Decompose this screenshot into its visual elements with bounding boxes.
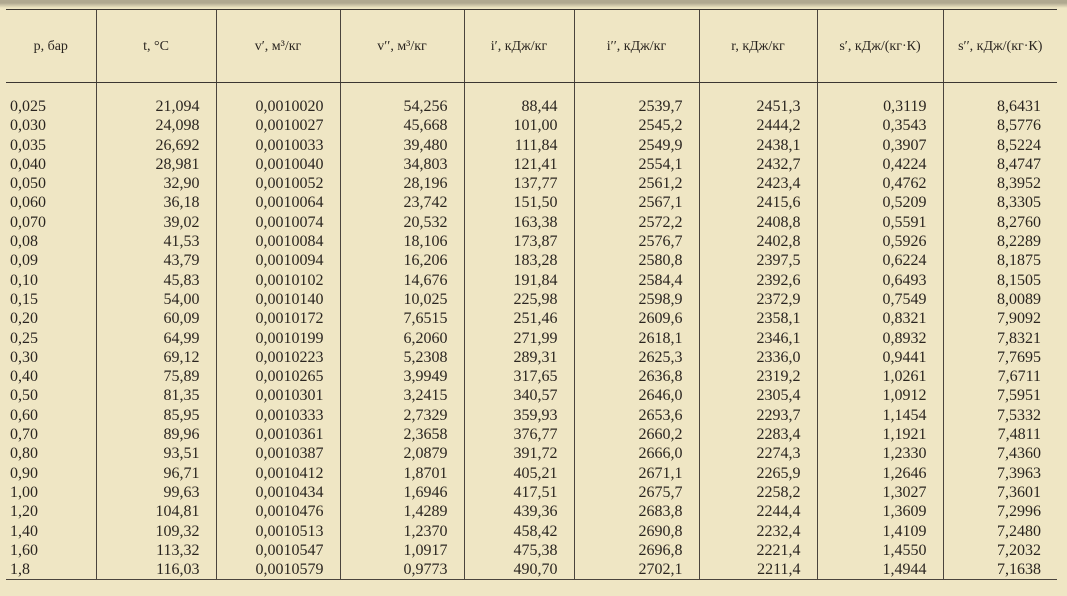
temperature-cell: 85,95 — [96, 406, 216, 425]
specific-volume-liquid-cell: 0,0010265 — [216, 367, 340, 386]
entropy-vapor-cell: 7,8321 — [943, 329, 1057, 348]
latent-heat-cell: 2265,9 — [699, 464, 817, 483]
enthalpy-liquid-cell: 289,31 — [464, 348, 574, 367]
enthalpy-liquid-cell: 163,38 — [464, 213, 574, 232]
enthalpy-liquid-cell: 121,41 — [464, 155, 574, 174]
enthalpy-vapor-cell: 2539,7 — [574, 83, 699, 117]
entropy-liquid-cell: 1,2646 — [817, 464, 943, 483]
table-row — [6, 560, 1057, 580]
entropy-liquid-cell: 1,3609 — [817, 502, 943, 521]
latent-heat-cell: 2336,0 — [699, 348, 817, 367]
temperature-cell: 69,12 — [96, 348, 216, 367]
enthalpy-liquid-cell: 340,57 — [464, 386, 574, 405]
entropy-liquid-cell: 0,8932 — [817, 329, 943, 348]
temperature-cell: 43,79 — [96, 251, 216, 270]
table-row — [6, 406, 1057, 425]
latent-heat-cell: 2232,4 — [699, 522, 817, 541]
enthalpy-liquid-cell: 439,36 — [464, 502, 574, 521]
latent-heat-cell: 2258,2 — [699, 483, 817, 502]
specific-volume-liquid-cell: 0,0010301 — [216, 386, 340, 405]
enthalpy-vapor-cell: 2625,3 — [574, 348, 699, 367]
temperature-cell: 28,981 — [96, 155, 216, 174]
specific-volume-liquid-cell: 0,0010434 — [216, 483, 340, 502]
temperature-cell: 99,63 — [96, 483, 216, 502]
pressure-cell: 0,80 — [10, 445, 38, 463]
specific-volume-vapor-cell: 54,256 — [340, 83, 464, 117]
entropy-liquid-cell: 0,3543 — [817, 116, 943, 135]
entropy-vapor-cell: 8,5776 — [943, 116, 1057, 135]
entropy-liquid-cell: 0,7549 — [817, 290, 943, 309]
enthalpy-liquid-cell: 405,21 — [464, 464, 574, 483]
latent-heat-cell: 2444,2 — [699, 116, 817, 135]
enthalpy-liquid-cell: 137,77 — [464, 174, 574, 193]
latent-heat-cell: 2432,7 — [699, 155, 817, 174]
specific-volume-liquid-cell: 0,0010361 — [216, 425, 340, 444]
enthalpy-liquid-cell: 376,77 — [464, 425, 574, 444]
entropy-liquid-cell: 1,4109 — [817, 522, 943, 541]
specific-volume-vapor-cell: 5,2308 — [340, 348, 464, 367]
enthalpy-vapor-cell: 2690,8 — [574, 522, 699, 541]
entropy-vapor-cell: 7,2032 — [943, 541, 1057, 560]
entropy-vapor-cell: 7,9092 — [943, 309, 1057, 328]
header-row — [6, 10, 1057, 83]
specific-volume-liquid-cell: 0,0010476 — [216, 502, 340, 521]
pressure-cell: 1,40 — [10, 522, 38, 540]
table-row — [6, 541, 1057, 560]
specific-volume-liquid-cell: 0,0010084 — [216, 232, 340, 251]
specific-volume-liquid-cell: 0,0010040 — [216, 155, 340, 174]
specific-volume-vapor-cell: 1,0917 — [340, 541, 464, 560]
pressure-cell: 0,040 — [10, 155, 46, 173]
pressure-cell: 0,25 — [10, 329, 38, 347]
entropy-liquid-cell: 1,3027 — [817, 483, 943, 502]
specific-volume-vapor-cell: 34,803 — [340, 155, 464, 174]
enthalpy-vapor-cell: 2696,8 — [574, 541, 699, 560]
entropy-liquid-cell: 0,5209 — [817, 193, 943, 212]
temperature-cell: 116,03 — [96, 560, 216, 580]
temperature-cell: 41,53 — [96, 232, 216, 251]
enthalpy-vapor-cell: 2653,6 — [574, 406, 699, 425]
pressure-cell: 0,50 — [10, 387, 38, 405]
specific-volume-liquid-cell: 0,0010020 — [216, 83, 340, 117]
specific-volume-vapor-cell: 1,6946 — [340, 483, 464, 502]
pressure-cell: 0,60 — [10, 406, 38, 424]
enthalpy-liquid-cell: 173,87 — [464, 232, 574, 251]
specific-volume-vapor-cell: 28,196 — [340, 174, 464, 193]
latent-heat-cell: 2293,7 — [699, 406, 817, 425]
enthalpy-liquid-cell: 359,93 — [464, 406, 574, 425]
entropy-liquid-cell: 1,4944 — [817, 560, 943, 580]
table-row — [6, 271, 1057, 290]
temperature-cell: 109,32 — [96, 522, 216, 541]
enthalpy-vapor-cell: 2584,4 — [574, 271, 699, 290]
latent-heat-cell: 2372,9 — [699, 290, 817, 309]
enthalpy-liquid-cell: 111,84 — [464, 136, 574, 155]
enthalpy-vapor-cell: 2545,2 — [574, 116, 699, 135]
latent-heat-cell: 2305,4 — [699, 386, 817, 405]
specific-volume-vapor-cell: 16,206 — [340, 251, 464, 270]
specific-volume-vapor-cell: 10,025 — [340, 290, 464, 309]
enthalpy-liquid-cell: 417,51 — [464, 483, 574, 502]
enthalpy-vapor-cell: 2675,7 — [574, 483, 699, 502]
specific-volume-vapor-cell: 20,532 — [340, 213, 464, 232]
latent-heat-cell: 2402,8 — [699, 232, 817, 251]
enthalpy-vapor-cell: 2572,2 — [574, 213, 699, 232]
pressure-cell: 0,10 — [10, 271, 38, 289]
entropy-liquid-cell: 1,0261 — [817, 367, 943, 386]
entropy-vapor-cell: 7,5951 — [943, 386, 1057, 405]
table-row — [6, 386, 1057, 405]
entropy-liquid-cell: 1,4550 — [817, 541, 943, 560]
table-row — [6, 251, 1057, 270]
entropy-vapor-cell: 8,5224 — [943, 136, 1057, 155]
latent-heat-cell: 2392,6 — [699, 271, 817, 290]
pressure-cell: 0,40 — [10, 368, 38, 386]
enthalpy-liquid-cell: 458,42 — [464, 522, 574, 541]
entropy-vapor-cell: 7,2996 — [943, 502, 1057, 521]
latent-heat-cell: 2274,3 — [699, 444, 817, 463]
entropy-vapor-cell: 7,4811 — [943, 425, 1057, 444]
enthalpy-vapor-cell: 2618,1 — [574, 329, 699, 348]
specific-volume-vapor-cell: 3,9949 — [340, 367, 464, 386]
enthalpy-vapor-cell: 2576,7 — [574, 232, 699, 251]
entropy-vapor-cell: 8,2289 — [943, 232, 1057, 251]
pressure-cell: 0,035 — [10, 136, 46, 154]
entropy-vapor-cell: 7,4360 — [943, 444, 1057, 463]
table-row — [6, 425, 1057, 444]
specific-volume-vapor-cell: 1,4289 — [340, 502, 464, 521]
column-header-t: t, °C — [96, 10, 216, 83]
temperature-cell: 93,51 — [96, 444, 216, 463]
entropy-vapor-cell: 8,0089 — [943, 290, 1057, 309]
pressure-cell: 0,025 — [10, 98, 46, 115]
entropy-liquid-cell: 1,1921 — [817, 425, 943, 444]
temperature-cell: 54,00 — [96, 290, 216, 309]
column-header-p: p, бар — [6, 10, 96, 83]
specific-volume-liquid-cell: 0,0010579 — [216, 560, 340, 580]
temperature-cell: 104,81 — [96, 502, 216, 521]
temperature-cell: 21,094 — [96, 83, 216, 117]
table-row — [6, 464, 1057, 483]
column-header-v1: v′, м³/кг — [216, 10, 340, 83]
temperature-cell: 24,098 — [96, 116, 216, 135]
entropy-vapor-cell: 8,1505 — [943, 271, 1057, 290]
table-row — [6, 329, 1057, 348]
latent-heat-cell: 2397,5 — [699, 251, 817, 270]
specific-volume-liquid-cell: 0,0010172 — [216, 309, 340, 328]
entropy-liquid-cell: 0,3119 — [817, 83, 943, 117]
specific-volume-liquid-cell: 0,0010547 — [216, 541, 340, 560]
pressure-cell: 0,070 — [10, 213, 46, 231]
specific-volume-liquid-cell: 0,0010102 — [216, 271, 340, 290]
specific-volume-vapor-cell: 6,2060 — [340, 329, 464, 348]
enthalpy-liquid-cell: 191,84 — [464, 271, 574, 290]
specific-volume-vapor-cell: 45,668 — [340, 116, 464, 135]
enthalpy-vapor-cell: 2609,6 — [574, 309, 699, 328]
table-row — [6, 444, 1057, 463]
entropy-vapor-cell: 7,3601 — [943, 483, 1057, 502]
enthalpy-vapor-cell: 2580,8 — [574, 251, 699, 270]
specific-volume-vapor-cell: 2,0879 — [340, 444, 464, 463]
pressure-cell: 0,09 — [10, 252, 38, 270]
entropy-liquid-cell: 0,9441 — [817, 348, 943, 367]
specific-volume-vapor-cell: 1,8701 — [340, 464, 464, 483]
entropy-liquid-cell: 0,3907 — [817, 136, 943, 155]
column-header-i2: i′′, кДж/кг — [574, 10, 699, 83]
table-row — [6, 83, 1057, 117]
entropy-vapor-cell: 7,1638 — [943, 560, 1057, 580]
table-row — [6, 155, 1057, 174]
entropy-liquid-cell: 0,8321 — [817, 309, 943, 328]
pressure-cell: 0,70 — [10, 426, 38, 444]
enthalpy-vapor-cell: 2554,1 — [574, 155, 699, 174]
entropy-vapor-cell: 8,3952 — [943, 174, 1057, 193]
temperature-cell: 81,35 — [96, 386, 216, 405]
entropy-vapor-cell: 7,6711 — [943, 367, 1057, 386]
specific-volume-liquid-cell: 0,0010333 — [216, 406, 340, 425]
specific-volume-vapor-cell: 7,6515 — [340, 309, 464, 328]
specific-volume-vapor-cell: 2,7329 — [340, 406, 464, 425]
latent-heat-cell: 2438,1 — [699, 136, 817, 155]
pressure-cell: 0,050 — [10, 175, 46, 193]
latent-heat-cell: 2319,2 — [699, 367, 817, 386]
column-header-r: r, кДж/кг — [699, 10, 817, 83]
specific-volume-liquid-cell: 0,0010094 — [216, 251, 340, 270]
specific-volume-liquid-cell: 0,0010074 — [216, 213, 340, 232]
temperature-cell: 96,71 — [96, 464, 216, 483]
table-row — [6, 174, 1057, 193]
entropy-vapor-cell: 7,3963 — [943, 464, 1057, 483]
entropy-vapor-cell: 7,2480 — [943, 522, 1057, 541]
enthalpy-liquid-cell: 251,46 — [464, 309, 574, 328]
specific-volume-liquid-cell: 0,0010027 — [216, 116, 340, 135]
enthalpy-liquid-cell: 151,50 — [464, 193, 574, 212]
specific-volume-liquid-cell: 0,0010199 — [216, 329, 340, 348]
specific-volume-vapor-cell: 18,106 — [340, 232, 464, 251]
latent-heat-cell: 2423,4 — [699, 174, 817, 193]
entropy-vapor-cell: 7,5332 — [943, 406, 1057, 425]
table-row — [6, 290, 1057, 309]
specific-volume-liquid-cell: 0,0010412 — [216, 464, 340, 483]
enthalpy-vapor-cell: 2561,2 — [574, 174, 699, 193]
pressure-cell: 0,30 — [10, 348, 38, 366]
table-body — [6, 83, 1057, 580]
latent-heat-cell: 2283,4 — [699, 425, 817, 444]
enthalpy-vapor-cell: 2660,2 — [574, 425, 699, 444]
pressure-cell: 1,20 — [10, 503, 38, 521]
specific-volume-liquid-cell: 0,0010513 — [216, 522, 340, 541]
entropy-liquid-cell: 1,1454 — [817, 406, 943, 425]
pressure-cell: 0,15 — [10, 290, 38, 308]
enthalpy-vapor-cell: 2702,1 — [574, 560, 699, 580]
temperature-cell: 26,692 — [96, 136, 216, 155]
pressure-cell: 0,030 — [10, 117, 46, 135]
pressure-cell: 1,60 — [10, 541, 38, 559]
entropy-liquid-cell: 0,6224 — [817, 251, 943, 270]
cropped-caption-strip — [0, 0, 1067, 8]
enthalpy-liquid-cell: 490,70 — [464, 560, 574, 580]
entropy-liquid-cell: 0,4762 — [817, 174, 943, 193]
enthalpy-vapor-cell: 2683,8 — [574, 502, 699, 521]
entropy-vapor-cell: 8,6431 — [943, 83, 1057, 117]
temperature-cell: 89,96 — [96, 425, 216, 444]
pressure-cell: 0,20 — [10, 310, 38, 328]
latent-heat-cell: 2415,6 — [699, 193, 817, 212]
enthalpy-liquid-cell: 88,44 — [464, 83, 574, 117]
enthalpy-vapor-cell: 2567,1 — [574, 193, 699, 212]
pressure-cell: 0,060 — [10, 194, 46, 212]
latent-heat-cell: 2211,4 — [699, 560, 817, 580]
table-row — [6, 348, 1057, 367]
entropy-vapor-cell: 7,7695 — [943, 348, 1057, 367]
specific-volume-vapor-cell: 2,3658 — [340, 425, 464, 444]
temperature-cell: 60,09 — [96, 309, 216, 328]
specific-volume-liquid-cell: 0,0010052 — [216, 174, 340, 193]
enthalpy-vapor-cell: 2598,9 — [574, 290, 699, 309]
specific-volume-liquid-cell: 0,0010033 — [216, 136, 340, 155]
entropy-liquid-cell: 0,6493 — [817, 271, 943, 290]
table-row — [6, 136, 1057, 155]
enthalpy-vapor-cell: 2671,1 — [574, 464, 699, 483]
table-header — [6, 10, 1057, 83]
pressure-cell: 1,00 — [10, 483, 38, 501]
temperature-cell: 32,90 — [96, 174, 216, 193]
column-header-i1: i′, кДж/кг — [464, 10, 574, 83]
latent-heat-cell: 2451,3 — [699, 83, 817, 117]
table-row — [6, 232, 1057, 251]
enthalpy-vapor-cell: 2636,8 — [574, 367, 699, 386]
enthalpy-vapor-cell: 2666,0 — [574, 444, 699, 463]
entropy-liquid-cell: 0,5926 — [817, 232, 943, 251]
enthalpy-liquid-cell: 225,98 — [464, 290, 574, 309]
latent-heat-cell: 2358,1 — [699, 309, 817, 328]
entropy-vapor-cell: 8,4747 — [943, 155, 1057, 174]
specific-volume-vapor-cell: 23,742 — [340, 193, 464, 212]
latent-heat-cell: 2408,8 — [699, 213, 817, 232]
table-row — [6, 309, 1057, 328]
entropy-vapor-cell: 8,2760 — [943, 213, 1057, 232]
table-row — [6, 502, 1057, 521]
enthalpy-liquid-cell: 101,00 — [464, 116, 574, 135]
specific-volume-liquid-cell: 0,0010140 — [216, 290, 340, 309]
entropy-liquid-cell: 1,2330 — [817, 444, 943, 463]
temperature-cell: 39,02 — [96, 213, 216, 232]
specific-volume-vapor-cell: 1,2370 — [340, 522, 464, 541]
entropy-liquid-cell: 0,5591 — [817, 213, 943, 232]
table-row — [6, 483, 1057, 502]
enthalpy-vapor-cell: 2549,9 — [574, 136, 699, 155]
table-row — [6, 213, 1057, 232]
enthalpy-liquid-cell: 183,28 — [464, 251, 574, 270]
specific-volume-liquid-cell: 0,0010223 — [216, 348, 340, 367]
specific-volume-vapor-cell: 3,2415 — [340, 386, 464, 405]
entropy-liquid-cell: 1,0912 — [817, 386, 943, 405]
pressure-cell: 0,08 — [10, 233, 38, 251]
table-row — [6, 116, 1057, 135]
pressure-cell: 1,8 — [6, 560, 96, 580]
specific-volume-vapor-cell: 0,9773 — [340, 560, 464, 580]
column-header-v2: v′′, м³/кг — [340, 10, 464, 83]
temperature-cell: 64,99 — [96, 329, 216, 348]
steam-table — [6, 9, 1057, 580]
enthalpy-liquid-cell: 391,72 — [464, 444, 574, 463]
latent-heat-cell: 2221,4 — [699, 541, 817, 560]
temperature-cell: 36,18 — [96, 193, 216, 212]
entropy-liquid-cell: 0,4224 — [817, 155, 943, 174]
table-row — [6, 522, 1057, 541]
enthalpy-vapor-cell: 2646,0 — [574, 386, 699, 405]
column-header-s2: s′′, кДж/(кг·К) — [943, 10, 1057, 83]
entropy-vapor-cell: 8,3305 — [943, 193, 1057, 212]
table-row — [6, 193, 1057, 212]
enthalpy-liquid-cell: 317,65 — [464, 367, 574, 386]
specific-volume-liquid-cell: 0,0010387 — [216, 444, 340, 463]
temperature-cell: 75,89 — [96, 367, 216, 386]
pressure-cell: 0,90 — [10, 464, 38, 482]
specific-volume-liquid-cell: 0,0010064 — [216, 193, 340, 212]
latent-heat-cell: 2244,4 — [699, 502, 817, 521]
temperature-cell: 45,83 — [96, 271, 216, 290]
specific-volume-vapor-cell: 14,676 — [340, 271, 464, 290]
enthalpy-liquid-cell: 271,99 — [464, 329, 574, 348]
entropy-vapor-cell: 8,1875 — [943, 251, 1057, 270]
column-header-s1: s′, кДж/(кг·К) — [817, 10, 943, 83]
specific-volume-vapor-cell: 39,480 — [340, 136, 464, 155]
table-row — [6, 367, 1057, 386]
enthalpy-liquid-cell: 475,38 — [464, 541, 574, 560]
latent-heat-cell: 2346,1 — [699, 329, 817, 348]
temperature-cell: 113,32 — [96, 541, 216, 560]
